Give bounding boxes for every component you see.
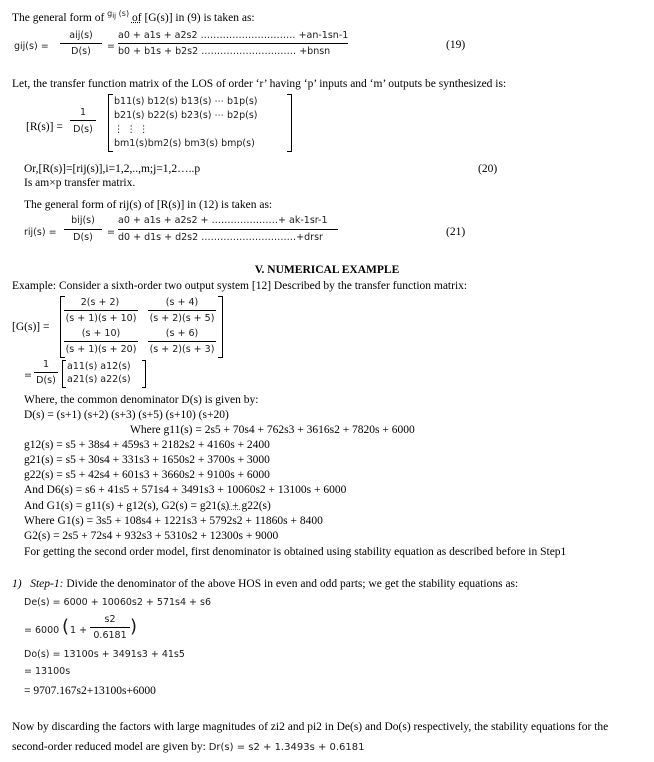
m22-num: (s + 6) xyxy=(165,328,199,339)
m12-bar xyxy=(148,310,216,311)
gij-frac-num: aij(s) xyxy=(69,30,93,41)
gij-eq-sign: = xyxy=(107,41,115,52)
m22-den: (s + 2)(s + 3) xyxy=(149,344,215,355)
rs-lhs: [R(s)] = xyxy=(26,121,63,133)
m12-num: (s + 4) xyxy=(165,297,199,308)
m21-den: (s + 1)(s + 20) xyxy=(65,344,137,355)
gs-lhs: [G(s)] = xyxy=(12,321,50,333)
gs-right-bracket xyxy=(218,296,223,358)
rs-row-1: b11(s) b12(s) b13(s) ⋯ b1p(s) xyxy=(114,96,258,107)
g12-poly: g12(s) = s5 + 38s4 + 459s3 + 2182s2 + 4160s + 2400 xyxy=(24,439,270,451)
m22-bar xyxy=(148,341,216,342)
rs-row-2: b21(s) b22(s) b23(s) ⋯ b2p(s) xyxy=(114,110,258,121)
de2-one-plus: 1 + xyxy=(70,625,88,636)
dr-equation: Dr(s) = s2 + 1.3493s + 0.6181 xyxy=(208,742,365,753)
example-line: Example: Consider a sixth-order two output system [12] Described by the transfer function matrix: xyxy=(12,280,468,292)
spellcheck-underline xyxy=(218,509,240,510)
eq-number-21: (21) xyxy=(446,226,466,238)
de2-prefix: = 6000 xyxy=(24,625,60,636)
do-equation: Do(s) = 13100s + 3491s3 + 41s5 xyxy=(24,649,185,660)
gij-frac-bar xyxy=(60,43,102,44)
m11-den: (s + 1)(s + 10) xyxy=(65,313,137,324)
rs-den: D(s) xyxy=(73,124,93,135)
de2-inner-bar xyxy=(90,627,130,628)
rij-poly-num: a0 + a1s + a2s2 + …………………+ ak-1sr-1 xyxy=(118,215,328,226)
rij-eq-sign: = xyxy=(107,227,115,238)
m21-bar xyxy=(64,341,138,342)
m21-num: (s + 10) xyxy=(81,328,121,339)
do2-equation: = 13100s xyxy=(24,666,71,677)
rij-poly-bar xyxy=(118,229,338,230)
rij-lhs: rij(s) = xyxy=(24,227,57,238)
rs-row-4: bm1(s)bm2(s) bm3(s) bmp(s) xyxy=(114,138,255,149)
g2-poly: G2(s) = 2s5 + 72s4 + 932s3 + 5310s2 + 12300s + 9000 xyxy=(24,530,279,542)
gs2-left-bracket xyxy=(62,360,66,388)
rs-left-bracket xyxy=(108,94,113,152)
section-heading: V. NUMERICAL EXAMPLE xyxy=(254,264,400,276)
rij-frac-bar xyxy=(64,229,102,230)
de2-rparen: ) xyxy=(130,616,138,637)
gij-intro-line: The general form of $^{g_{ij} (s)}$ of [G(s)] in (9) is taken as: xyxy=(12,9,255,24)
or-line: Or,[R(s)]=[rij(s)],i=1,2,..,m;j=1,2…..p xyxy=(24,163,201,175)
m11-num: 2(s + 2) xyxy=(80,297,120,308)
gs2-den: D(s) xyxy=(36,375,56,386)
rs-frac-bar xyxy=(70,120,96,121)
gij-frac-den: D(s) xyxy=(71,46,91,57)
gs2-eq-sign: = xyxy=(24,370,32,381)
g1-poly: Where G1(s) = 3s5 + 108s4 + 1221s3 + 5792s2 + 11860s + 8400 xyxy=(24,515,323,527)
de2-inner-num: s2 xyxy=(104,614,116,625)
de2-lparen: ( xyxy=(62,616,70,637)
m12-den: (s + 2)(s + 5) xyxy=(149,313,215,324)
ds-factored: D(s) = (s+1) (s+2) (s+3) (s+5) (s+10) (s+20) xyxy=(24,409,229,421)
g11-poly: Where g11(s) = 2s5 + 70s4 + 762s3 + 3616s2 + 7820s + 6000 xyxy=(130,424,415,436)
gs2-row-2: a21(s) a22(s) xyxy=(67,374,131,385)
rs-right-bracket xyxy=(287,94,292,152)
eq-number-19: (19) xyxy=(446,39,466,51)
matrix-note: Is am×p transfer matrix. xyxy=(24,177,136,189)
second-order-note: For getting the second order model, first denominator is obtained using stability equation as described before in Step1 xyxy=(24,546,567,558)
g22-poly: g22(s) = s5 + 42s4 + 601s3 + 3660s2 + 9100s + 6000 xyxy=(24,469,270,481)
gij-poly-den: b0 + b1s + b2s2 ………………………… +bnsn xyxy=(118,46,331,57)
gs2-bar xyxy=(34,372,58,373)
reduced-model-line: second-order reduced model are given by: Dr(s) = s2 + 1.3493s + 0.6181 xyxy=(12,741,365,753)
rs-row-3: ⋮ ⋮ ⋮ xyxy=(114,124,149,135)
gij-poly-num: a0 + a1s + a2s2 ………………………… +an-1sn-1 xyxy=(118,30,349,41)
los-intro-line: Let, the transfer function matrix of the LOS of order ‘r’ having ‘p’ inputs and ‘m’ outputs be synthesized is: xyxy=(12,78,507,90)
final-expression: = 9707.167s2+13100s+6000 xyxy=(24,685,156,697)
rij-intro-line: The general form of rij(s) of [R(s)] in (12) is taken as: xyxy=(24,199,273,211)
d6-poly: And D6(s) = s6 + 41s5 + 571s4 + 3491s3 + 10060s2 + 13100s + 6000 xyxy=(24,484,347,496)
gij-inline-symbol: gij (s) xyxy=(107,9,130,20)
rs-one: 1 xyxy=(79,107,87,118)
eq-number-20: (20) xyxy=(478,163,498,175)
gs2-one: 1 xyxy=(42,359,50,370)
gij-poly-bar xyxy=(118,43,348,44)
discard-factors-line: Now by discarding the factors with large magnitudes of zi2 and pi2 in De(s) and Do(s) respectively, the stability equations for the xyxy=(12,721,609,733)
g1-g2-def: And G1(s) = g11(s) + g12(s), G2(s) = g21(s) + g22(s) xyxy=(24,500,271,512)
de2-inner-den: 0.6181 xyxy=(93,630,127,641)
de-equation: De(s) = 6000 + 10060s2 + 571s4 + s6 xyxy=(24,597,212,608)
m11-bar xyxy=(64,310,138,311)
common-denominator-text: Where, the common denominator D(s) is given by: xyxy=(24,394,259,406)
rij-frac-den: D(s) xyxy=(73,232,93,243)
step1-line: 1) Step-1: Divide the denominator of the above HOS in even and odd parts; we get the stability equations as: xyxy=(12,578,519,590)
rij-frac-num: bij(s) xyxy=(71,215,95,226)
gs2-right-bracket xyxy=(142,360,146,388)
gij-lhs: gij(s) = xyxy=(14,41,49,52)
gs2-row-1: a11(s) a12(s) xyxy=(67,361,131,372)
g21-poly: g21(s) = s5 + 30s4 + 331s3 + 1650s2 + 3700s + 3000 xyxy=(24,454,270,466)
rij-poly-den: d0 + d1s + d2s2 …………………………+drsr xyxy=(118,232,323,243)
